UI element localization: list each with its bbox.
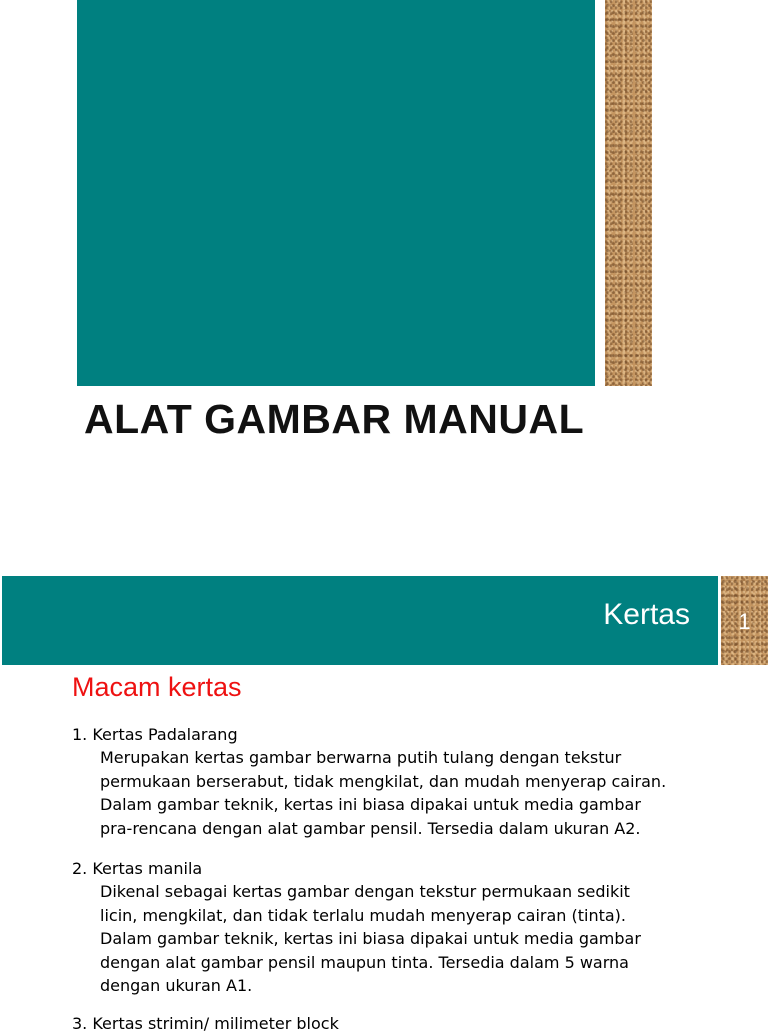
teal-banner-block: [77, 0, 595, 386]
slide-number: 1: [738, 609, 751, 634]
slide-header-bar: [2, 576, 718, 665]
description-line: dengan ukuran A1.: [100, 976, 253, 995]
presentation-title: ALAT GAMBAR MANUAL: [84, 396, 585, 442]
section-heading: Macam kertas: [72, 672, 242, 702]
description-line: licin, mengkilat, dan tidak terlalu mudah menyerap cairan (tinta).: [100, 905, 626, 925]
list-item-title: 2. Kertas manila: [72, 859, 203, 878]
description-line: Dikenal sebagai kertas gambar dengan tekstur permukaan sedikit: [100, 882, 630, 901]
slide-number-cork-box: [721, 576, 768, 665]
list-item-description: [100, 880, 740, 998]
description-line: Merupakan kertas gambar berwarna putih tulang dengan tekstur: [100, 748, 622, 767]
slide-header-title: Kertas: [603, 598, 690, 631]
description-line: permukaan berserabut, tidak mengkilat, dan mudah menyerap cairan.: [100, 771, 667, 791]
description-line: Dalam gambar teknik, kertas ini biasa dipakai untuk media gambar: [100, 929, 641, 948]
list-item-description: [100, 746, 740, 840]
description-line: Dalam gambar teknik, kertas ini biasa dipakai untuk media gambar: [100, 795, 641, 814]
cork-texture-strip: [605, 0, 652, 386]
list-item-title: 3. Kertas strimin/ milimeter block: [72, 1014, 339, 1033]
description-line: pra-rencana dengan alat gambar pensil. Tersedia dalam ukuran A2.: [100, 818, 641, 838]
list-item-title: 1. Kertas Padalarang: [72, 725, 238, 744]
description-line: dengan alat gambar pensil maupun tinta. Tersedia dalam 5 warna: [100, 952, 629, 972]
